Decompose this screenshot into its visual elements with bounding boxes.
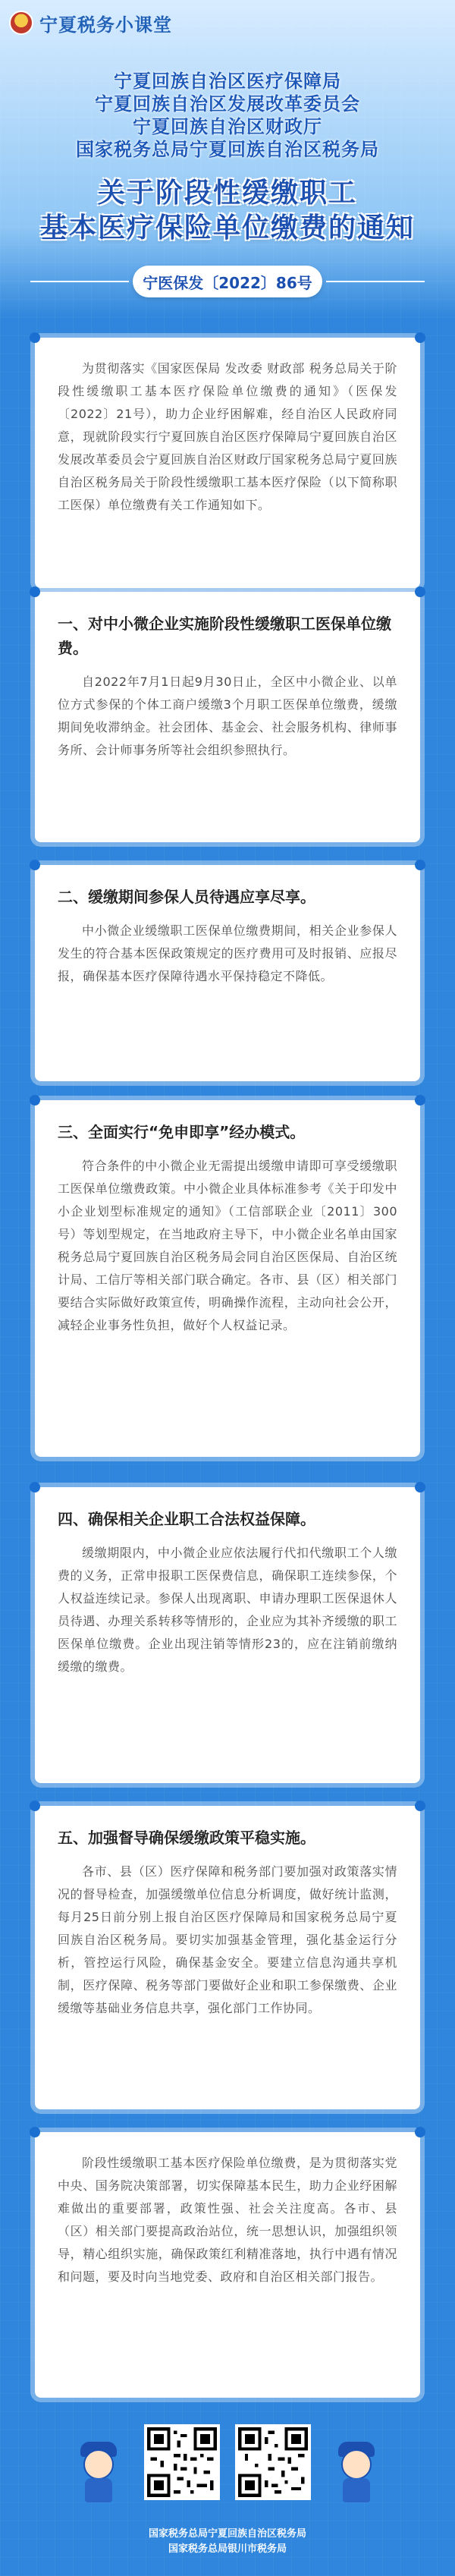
section-body-4: 缓缴期限内，中小微企业应依法履行代扣代缴职工个人缴费的义务，正常申报职工医保费信息，确保职工连续参保，个人权益连续记录。参保人出现离职、申请办理职工医保退休人员待遇、办理关系转移等情形的，企业应为其补齐缓缴的职工医保单位缴费。企业出现注销等情形23的，应在注销前缴纳缓缴的缴费。 bbox=[58, 1546, 397, 1674]
section-body-1: 自2022年7月1日起9月30日止，全区中小微企业、以单位方式参保的个体工商户缓缴3个月职工医保单位缴费，缓缴期间免收滞纳金。社会团体、基金会、社会服务机构、律师事务所、会计师事务所等社会组织参照执行。 bbox=[58, 675, 397, 757]
closing-paragraph: 阶段性缓缴职工基本医疗保险单位缴费，是为贯彻落实党中央、国务院决策部署，切实保障基本民生，助力企业纾困解难做出的重要部署，政策性强、社会关注度高。各市、县（区）相关部门要提高政治站位，统一思想认识，加强组织领导，精心组织实施，确保政策红利精准落地，执行中遇有情况和问题，要及时向当地党委、政府和自治区相关部门报告。 bbox=[58, 2156, 397, 2284]
section-body-3-wrap bbox=[58, 1155, 397, 1337]
section-title-4: 四、确保相关企业职工合法权益保障。 bbox=[58, 1510, 315, 1528]
brand-header bbox=[9, 8, 172, 38]
divider-right bbox=[326, 281, 425, 282]
section-title-5: 五、加强督导确保缓缴政策平稳实施。 bbox=[58, 1829, 315, 1847]
qr-code-icon[interactable] bbox=[144, 2424, 220, 2500]
footer bbox=[0, 2527, 455, 2557]
brand-name: 宁夏税务小课堂 bbox=[39, 14, 172, 36]
mascot-icon bbox=[334, 2436, 379, 2504]
document-number-badge: 宁医保发〔2022〕86号 bbox=[133, 266, 322, 297]
issuer-2: 宁夏回族自治区发展改革委员会 bbox=[95, 93, 360, 115]
section-card-4 bbox=[35, 1487, 420, 1783]
issuer-4: 国家税务总局宁夏回族自治区税务局 bbox=[76, 139, 379, 160]
title-line-1: 关于阶段性缓缴职工 bbox=[97, 178, 357, 209]
intro-card bbox=[35, 338, 420, 588]
section-card-2 bbox=[35, 865, 420, 1081]
issuer-1: 宁夏回族自治区医疗保障局 bbox=[114, 71, 341, 92]
qr-code-icon[interactable] bbox=[235, 2424, 311, 2500]
section-body-4-wrap bbox=[58, 1542, 397, 1678]
section-title-3: 三、全面实行“免申即享”经办模式。 bbox=[58, 1123, 306, 1141]
footer-qr-row bbox=[0, 2420, 455, 2512]
intro-text bbox=[58, 357, 397, 517]
mascot-icon bbox=[76, 2436, 121, 2504]
intro-paragraph: 为贯彻落实《国家医保局 发改委 财政部 税务总局关于阶段性缓缴职工基本医疗保险单位缴费的通知》（医保发〔2022〕21号），助力企业纾困解难，经自治区人民政府同意，现就阶段实行宁夏回族自治区医疗保障局宁夏回族自治区发展改革委员会宁夏回族自治区财政厅国家税务总局宁夏回族自治区税务局关于阶段性缓缴职工基本医疗保险（以下简称职工医保）单位缴费有关工作通知如下。 bbox=[58, 361, 397, 512]
closing-text bbox=[58, 2152, 397, 2288]
section-body-1-wrap bbox=[58, 671, 397, 762]
issuer-3: 宁夏回族自治区财政厅 bbox=[133, 116, 322, 137]
closing-card bbox=[35, 2132, 420, 2398]
issuer-list bbox=[0, 70, 455, 161]
section-title-2: 二、缓缴期间参保人员待遇应享尽享。 bbox=[58, 888, 315, 906]
section-card-1 bbox=[35, 592, 420, 842]
section-title-1: 一、对中小微企业实施阶段性缓缴职工医保单位缴费。 bbox=[58, 615, 391, 657]
logo-icon bbox=[9, 11, 33, 35]
section-body-2-wrap bbox=[58, 920, 397, 988]
section-card-3 bbox=[35, 1100, 420, 1457]
title-line-2: 基本医疗保险单位缴费的通知 bbox=[39, 212, 415, 244]
divider-left bbox=[30, 281, 129, 282]
section-body-5: 各市、县（区）医疗保障和税务部门要加强对政策落实情况的督导检查，加强缓缴单位信息分析调度，做好统计监测，每月25日前分别上报自治区医疗保障局和国家税务总局宁夏回族自治区税务局。要切实加强基金管理，强化基金运行分析，管控运行风险，确保基金安全。要建立信息沟通共享机制，医疗保障、税务等部门要做好企业和职工参保缴费、企业缓缴等基础业务信息共享，强化部门工作协同。 bbox=[58, 1864, 397, 2015]
footer-line-2: 国家税务总局银川市税务局 bbox=[168, 2543, 287, 2555]
section-body-5-wrap bbox=[58, 1860, 397, 2020]
section-card-5 bbox=[35, 1806, 420, 2109]
page-title bbox=[0, 176, 455, 246]
section-body-2: 中小微企业缓缴职工医保单位缴费期间，相关企业参保人发生的符合基本医保政策规定的医疗费用可及时报销、应报尽报，确保基本医疗保障待遇水平保持稳定不降低。 bbox=[58, 923, 397, 983]
section-body-3: 符合条件的中小微企业无需提出缓缴申请即可享受缓缴职工医保单位缴费政策。中小微企业具体标准参考《关于印发中小企业划型标准规定的通知》（工信部联企业〔2011〕300号）等划型规定，在当地政府主导下，中小微企业名单由国家税务总局宁夏回族自治区税务局会同自治区医保局、自治区统计局、工信厅等相关部门联合确定。各市、县（区）相关部门要结合实际做好政策宣传，明确操作流程，主动向社会公开，减轻企业事务性负担，做好个人权益记录。 bbox=[58, 1159, 397, 1332]
footer-line-1: 国家税务总局宁夏回族自治区税务局 bbox=[148, 2528, 306, 2540]
